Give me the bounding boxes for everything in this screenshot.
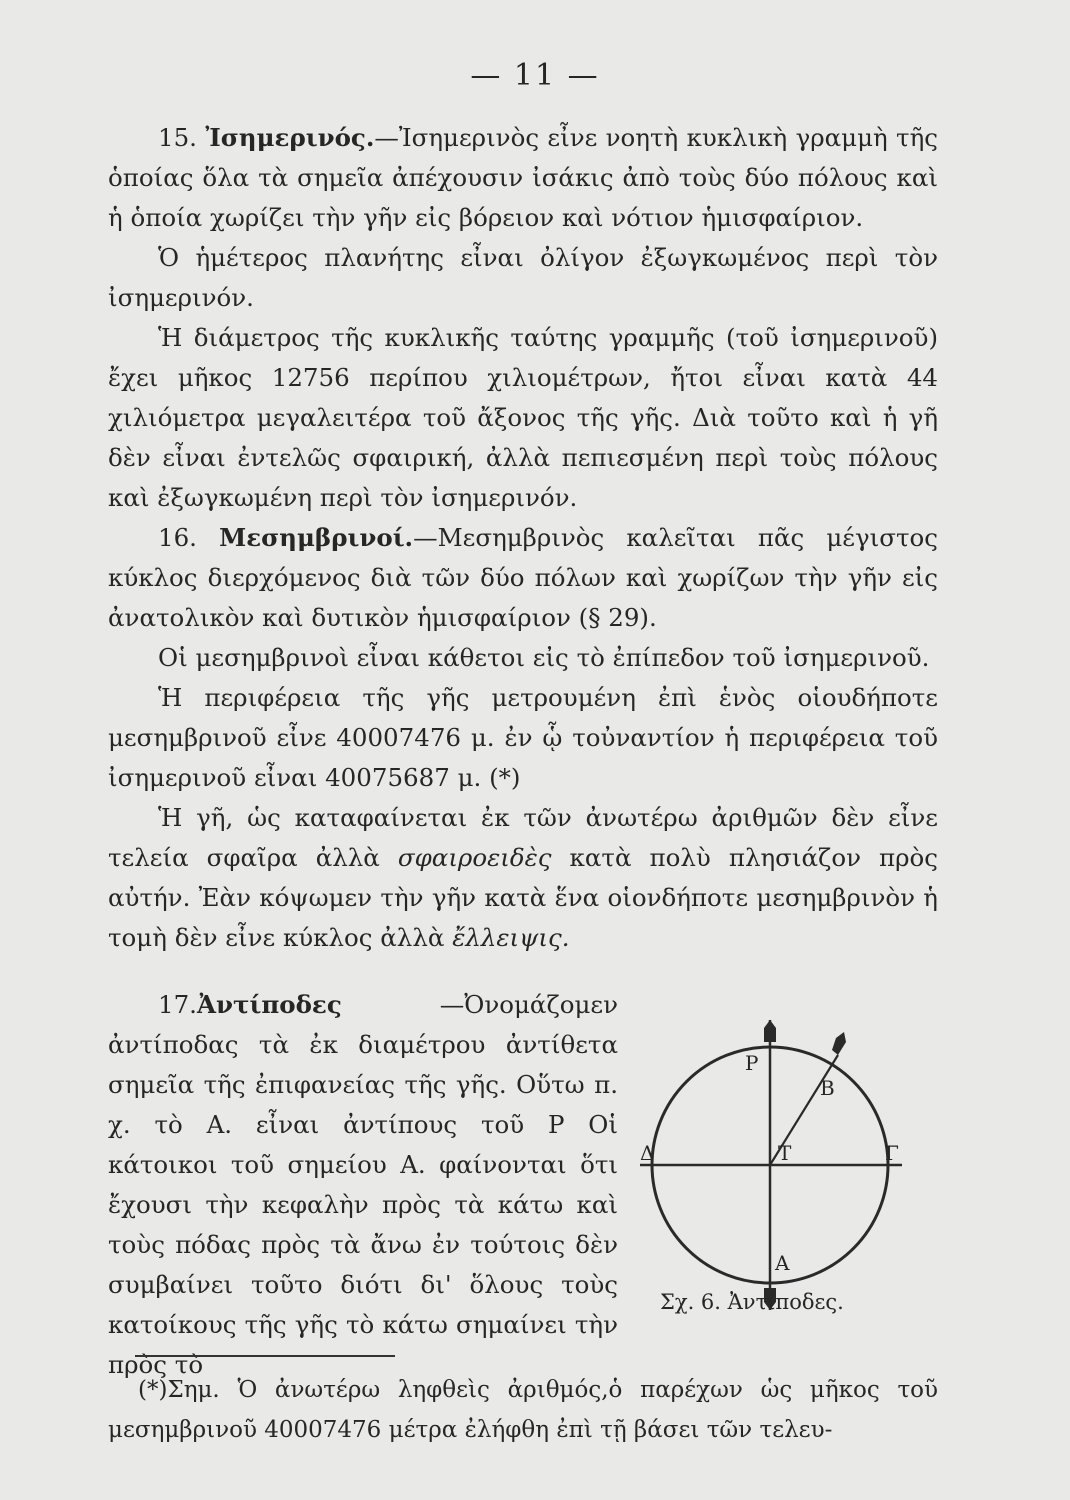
- label-t: Τ: [778, 1141, 792, 1165]
- page-number: — 11 —: [470, 58, 600, 93]
- section-15-paragraph: [108, 118, 938, 238]
- section-16-p4-emphasis-1: σφαιροειδὲς: [397, 843, 552, 872]
- section-16-p4-middle: κατὰ πολὺ πλησιάζον πρὸς αὐτήν. Ἐὰν κόψωμεν τὴν γῆν κατὰ ἕνα οἱονδήποτε μεσημβρινὸν ἡ τομὴ δὲν εἶνε κύκλος ἀλλὰ: [108, 843, 938, 952]
- section-17-heading: Ἀντίποδες: [196, 990, 342, 1019]
- label-d: Δ: [640, 1141, 655, 1165]
- section-16-number: 16.: [158, 523, 197, 552]
- label-p: Ρ: [745, 1051, 759, 1075]
- main-text-block: [108, 118, 938, 958]
- top-figure-icon: [764, 1020, 776, 1042]
- section-16-heading: Μεσημβρινοί.: [219, 523, 414, 552]
- section-15-paragraph-2: Ὁ ἡμέτερος πλανήτης εἶναι ὀλίγον ἐξωγκωμένος περὶ τὸν ἰσημερινόν.: [108, 243, 938, 312]
- footnote-divider: [135, 1355, 395, 1357]
- section-17-text-block: [108, 985, 618, 1385]
- slanted-figure-icon: [832, 1032, 846, 1055]
- section-15-body: —Ἰσημερινὸς εἶνε νοητὴ κυκλικὴ γραμμὴ τῆς ὁποίας ὅλα τὰ σημεῖα ἀπέχουσιν ἰσάκις ἀπὸ τοὺς δύο πόλους καὶ ἡ ὁποία χωρίζει τὴν γῆν εἰς βόρειον καὶ νότιον ἡμισφαίριον.: [108, 123, 938, 232]
- figure-caption: Σχ. 6. Ἀντίποδες.: [660, 1290, 844, 1314]
- section-16-paragraph-2: Οἱ μεσημβρινοὶ εἶναι κάθετοι εἰς τὸ ἐπίπεδον τοῦ ἰσημερινοῦ.: [158, 643, 930, 672]
- section-15-heading: Ἰσημερινός.: [205, 123, 375, 152]
- label-a: Α: [775, 1251, 790, 1275]
- section-16-paragraph-4: [108, 798, 938, 958]
- section-16-body: —Μεσημβρινὸς καλεῖται πᾶς μέγιστος κύκλος διερχόμενος διὰ τῶν δύο πόλων καὶ χωρίζων τὴν γῆν εἰς ἀνατολικὸν καὶ δυτικὸν ἡμισφαίριον (§ 29).: [108, 523, 938, 632]
- section-15-number: 15.: [158, 123, 197, 152]
- footnote-text: (*)Σημ. Ὁ ἀνωτέρω ληφθεὶς ἀριθμός,ὁ παρέχων ὡς μῆκος τοῦ μεσημβρινοῦ 40007476 μέτρα ἐλήφθη ἐπὶ τῇ βάσει τῶν τελευ-: [108, 1377, 938, 1443]
- section-16-paragraph-3: Ἡ περιφέρεια τῆς γῆς μετρουμένη ἐπὶ ἑνὸς οἱουδήποτε μεσημβρινοῦ εἶνε 40007476 μ. ἐν ᾧ τοὐναντίον ἡ περιφέρεια τοῦ ἰσημερινοῦ εἶναι 40075687 μ. (*): [108, 683, 938, 792]
- section-16-p4-start: Ἡ γῆ, ὡς καταφαίνεται ἐκ τῶν ἀνωτέρω ἀριθμῶν δὲν εἶνε τελεία σφαῖρα ἀλλὰ: [108, 803, 938, 872]
- footnote: [108, 1370, 938, 1450]
- label-g: Γ: [885, 1141, 899, 1165]
- section-17-paragraph: [108, 985, 618, 1385]
- section-17-body: —Ὀνομάζομεν ἀντίποδας τὰ ἐκ διαμέτρου ἀντίθετα σημεῖα τῆς ἐπιφανείας τῆς γῆς. Οὕτω π. χ. τὸ Α. εἶναι ἀντίπους τοῦ Ρ Οἱ κάτοικοι τοῦ σημείου Α. φαίνονται ὅτι ἔχουσι τὴν κεφαλὴν πρὸς τὰ κάτω καὶ τοὺς πόδας πρὸς τὰ ἄνω ἐν τούτοις δὲν συμβαίνει τοῦτο διότι δι' ὅλους τοὺς κατοίκους τῆς γῆς τὸ κάτω σημαίνει τὴν πρὸς τὸ: [108, 990, 618, 1379]
- section-16-p4-emphasis-2: ἔλλειψις.: [452, 923, 570, 952]
- antipodes-figure: [620, 1020, 940, 1320]
- label-b: Β: [820, 1076, 835, 1100]
- section-16-paragraph: [108, 518, 938, 638]
- section-17-number: 17.: [158, 990, 197, 1019]
- section-15-paragraph-3: Ἡ διάμετρος τῆς κυκλικῆς ταύτης γραμμῆς (τοῦ ἰσημερινοῦ) ἔχει μῆκος 12756 περίπου χιλιομέτρων, ἤτοι εἶναι κατὰ 44 χιλιόμετρα μεγαλειτέρα τοῦ ἄξονος τῆς γῆς. Διὰ τοῦτο καὶ ἡ γῆ δὲν εἶναι ἐντελῶς σφαιρική, ἀλλὰ πεπιεσμένη περὶ τοὺς πόλους καὶ ἐξωγκωμένη περὶ τὸν ἰσημερινόν.: [108, 323, 938, 512]
